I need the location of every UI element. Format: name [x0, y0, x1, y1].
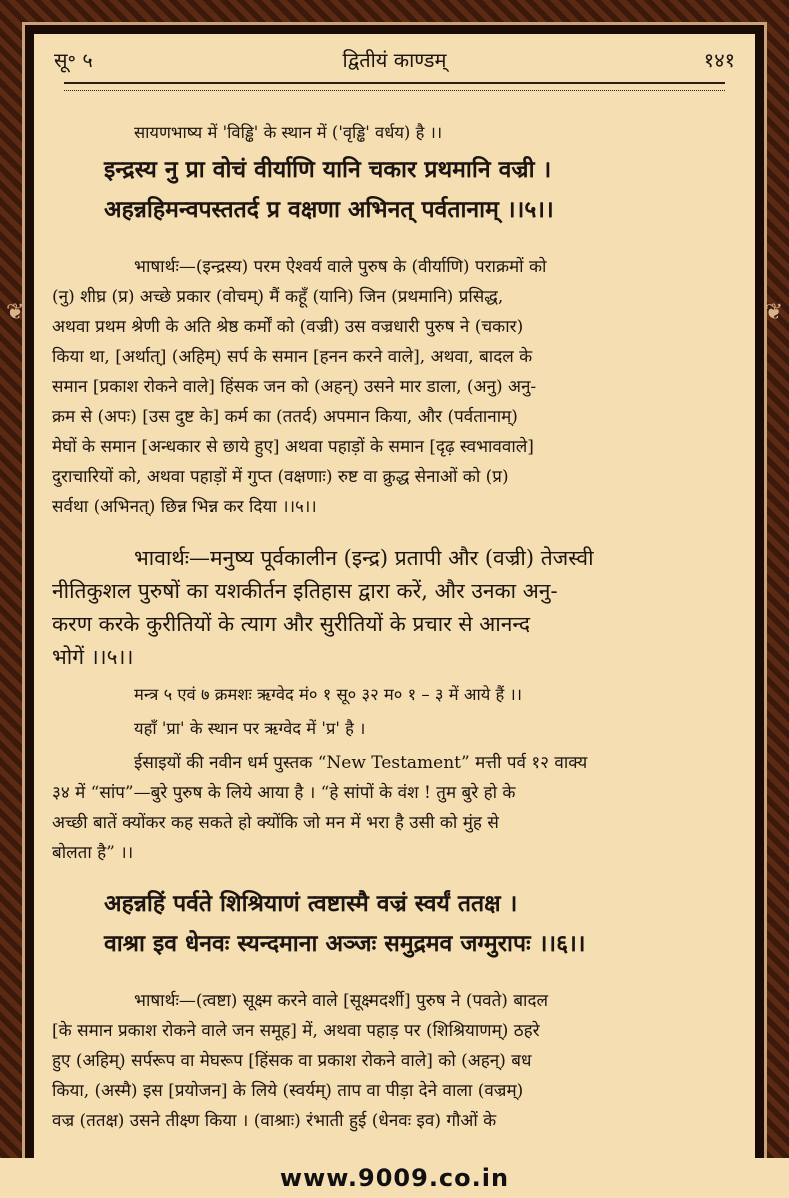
bhashya-5-line: अथवा प्रथम श्रेणी के अति श्रेष्ठ कर्मों को (वज्री) उस वज्रधारी पुरुष ने (चकार) [52, 317, 524, 337]
note-pra: यहाँ 'प्रा' के स्थान पर ऋग्वेद में 'प्र' है । [134, 719, 366, 738]
note-rigveda: मन्त्र ५ एवं ७ क्रमशः ऋग्वेद मं० १ सू० ३२ म० १ – ३ में आये हैं ।। [134, 685, 523, 704]
bhashya-5-line: समान [प्रकाश रोकने वाले] हिंसक जन को (अहन्) उसने मार डाला, (अनु) अनु- [52, 377, 537, 397]
bhashya-5-line: दुराचारियों को, अथवा पहाड़ों में गुप्त (वक्षणाः) रुष्ट वा क्रुद्ध सेनाओं को (प्र) [52, 467, 509, 487]
site-url-footer[interactable]: www.9009.co.in [0, 1158, 789, 1198]
bhashya-5-line: (नु) शीघ्र (प्र) अच्छे प्रकार (वोचम्) मैं कहूँ (यानि) जिन (प्रथमानि) प्रसिद्ध, [52, 287, 504, 307]
kanda-title: द्वितीयं काण्डम् [342, 48, 447, 72]
page-number: १४१ [703, 48, 735, 72]
note-sayana: सायणभाष्य में 'विड्ढि' के स्थान में ('वृड्ढि' वर्धय) है ।। [134, 123, 443, 142]
sukta-number: सू॰ ५ [54, 48, 93, 72]
bhashya-6-line: वज्र (ततक्ष) उसने तीक्ष्ण किया । (वाश्राः) रंभाती हुई (धेनवः इव) गौओं के [52, 1111, 497, 1131]
left-ornament: ❦ [6, 300, 25, 325]
bhashya-5-line: किया था, [अर्थात्] (अहिम्) सर्प के समान [हनन करने वाले], अथवा, बादल के [52, 347, 533, 367]
verse-5-line-2: अहन्नहिमन्वपस्ततर्द प्र वक्षणा अभिनत् पर्वतानाम् ।।५।। [104, 196, 554, 223]
bhashya-6-line: हुए (अहिम्) सर्परूप वा मेघरूप [हिंसक वा प्रकाश रोकने वाले] को (अहन्) बध [52, 1051, 532, 1071]
bhashya-5-line: क्रम से (अपः) [उस दुष्ट के] कर्म का (ततर्द) अपमान किया, और (पर्वतानाम्) [52, 407, 518, 427]
bhashya-5-line: सर्वथा (अभिनत्) छिन्न भिन्न कर दिया ।।५।। [52, 497, 317, 517]
bhashya-5-line: मेघों के समान [अन्धकार से छाये हुए] अथवा पहाड़ों के समान [दृढ़ स्वभाववाले] [52, 437, 534, 457]
note-bible-line: ईसाइयों की नवीन धर्म पुस्तक “New Testament” मत्ती पर्व १२ वाक्य [134, 753, 588, 773]
note-bible-line: अच्छी बातें क्योंकर कह सकते हो क्योंकि जो मन में भरा है उसी को मुंह से [52, 813, 499, 833]
bhavartha-line: करण करके कुरीतियों के त्याग और सुरीतियों के प्रचार से आनन्द [52, 612, 531, 636]
right-ornament: ❦ [764, 300, 783, 325]
page-header [54, 46, 735, 74]
note-bible-line: बोलता है” ।। [52, 843, 134, 863]
verse-6-line-2: वाश्रा इव धेनवः स्यन्दमाना अञ्जः समुद्रमव जग्मुरापः ।।६।। [104, 930, 586, 957]
note-bible-line: ३४ में “सांप”—बुरे पुरुष के लिये आया है । “हे सांपों के वंश ! तुम बुरे हो के [52, 783, 516, 803]
bhavartha-line: नीतिकुशल पुरुषों का यशकीर्तन इतिहास द्वारा करें, और उनका अनु- [52, 579, 558, 603]
bhashya-5-line: भाषार्थः—(इन्द्रस्य) परम ऐश्वर्य वाले पुरुष के (वीर्याणि) पराक्रमों को [134, 257, 547, 277]
bhashya-6-line: [के समान प्रकाश रोकने वाले जन समूह] में, अथवा पहाड़ पर (शिश्रियाणम्) ठहरे [52, 1021, 540, 1041]
bhavartha-line: भावार्थः—मनुष्य पूर्वकालीन (इन्द्र) प्रतापी और (वज्री) तेजस्वी [134, 546, 594, 570]
verse-6-line-1: अहन्नहिं पर्वते शिश्रियाणं त्वष्टास्मै वज्रं स्वर्यं ततक्ष । [104, 890, 518, 917]
bhavartha-line: भोगें ।।५।। [52, 645, 134, 669]
bhashya-6-line: किया, (अस्मै) इस [प्रयोजन] के लिये (स्वर्यम्) ताप वा पीड़ा देने वाला (वज्रम्) [52, 1081, 524, 1101]
book-page [34, 34, 755, 1160]
bhashya-6-line: भाषार्थः—(त्वष्टा) सूक्ष्म करने वाले [सूक्ष्मदर्शी] पुरुष ने (पवते) बादल [134, 991, 548, 1011]
verse-5-line-1: इन्द्रस्य नु प्रा वोचं वीर्याणि यानि चकार प्रथमानि वज्री । [104, 156, 552, 183]
header-rule [64, 82, 725, 91]
